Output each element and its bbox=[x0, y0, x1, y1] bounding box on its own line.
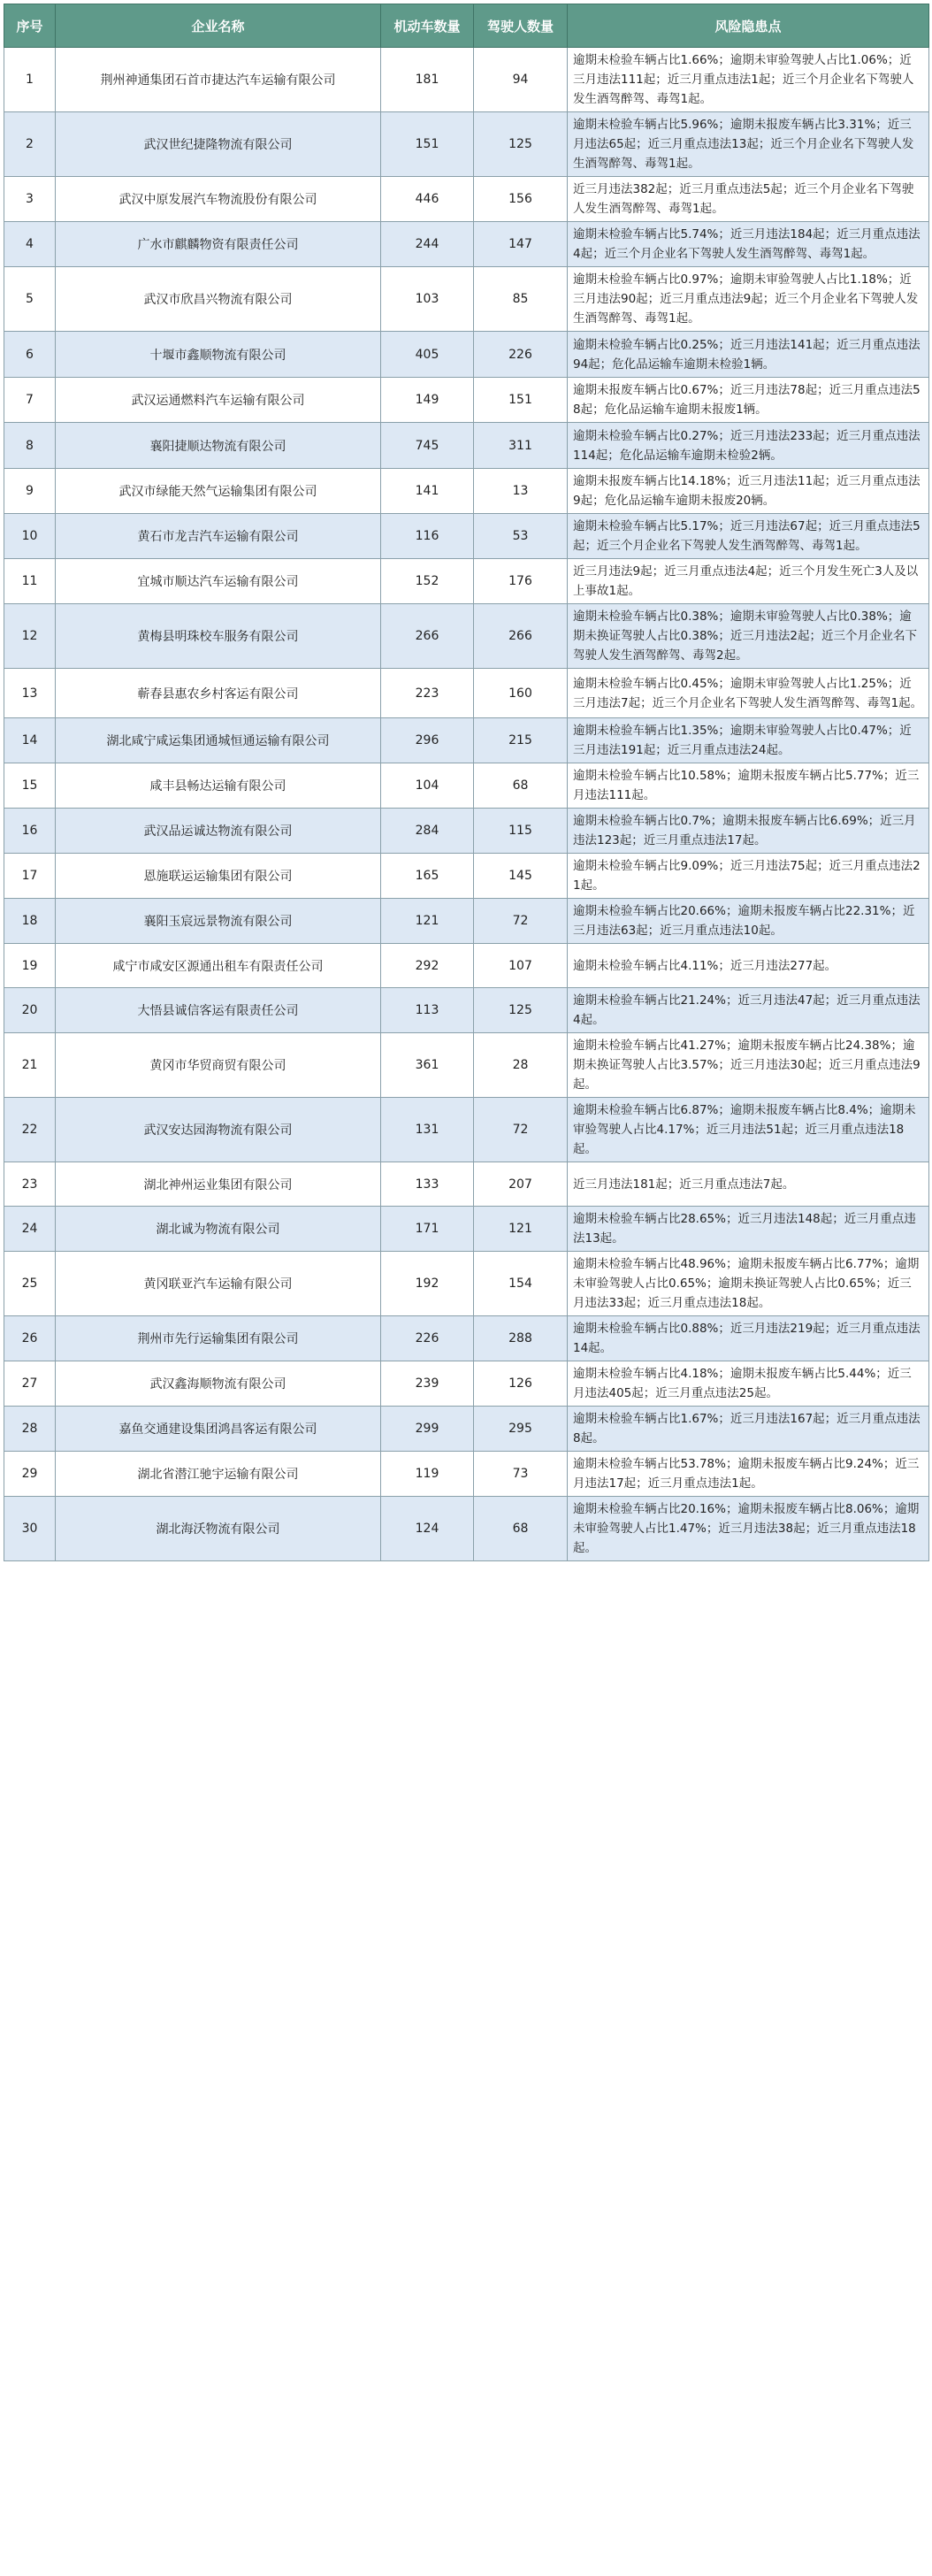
vehicle-count: 292 bbox=[381, 944, 474, 988]
vehicle-count: 104 bbox=[381, 763, 474, 809]
risk-description: 逾期未检验车辆占比9.09%；近三月违法75起；近三月重点违法21起。 bbox=[568, 854, 929, 899]
driver-count: 73 bbox=[474, 1452, 568, 1497]
risk-description: 逾期未报废车辆占比0.67%；近三月违法78起；近三月重点违法58起；危化品运输车逾期未报废1辆。 bbox=[568, 378, 929, 423]
row-index: 26 bbox=[4, 1316, 56, 1361]
risk-description: 逾期未检验车辆占比6.87%；逾期未报废车辆占比8.4%；逾期未审验驾驶人占比4.17%；近三月违法51起；近三月重点违法18起。 bbox=[568, 1098, 929, 1162]
table-row bbox=[4, 854, 929, 899]
vehicle-count: 141 bbox=[381, 469, 474, 514]
row-index: 15 bbox=[4, 763, 56, 809]
risk-description: 近三月违法9起；近三月重点违法4起；近三个月发生死亡3人及以上事故1起。 bbox=[568, 559, 929, 604]
table-row bbox=[4, 514, 929, 559]
table-row bbox=[4, 809, 929, 854]
row-index: 4 bbox=[4, 222, 56, 267]
company-name: 湖北咸宁咸运集团通城恒通运输有限公司 bbox=[56, 718, 381, 763]
company-name: 宜城市顺达汽车运输有限公司 bbox=[56, 559, 381, 604]
driver-count: 226 bbox=[474, 332, 568, 378]
risk-description: 逾期未检验车辆占比4.11%；近三月违法277起。 bbox=[568, 944, 929, 988]
row-index: 7 bbox=[4, 378, 56, 423]
company-name: 广水市麒麟物资有限责任公司 bbox=[56, 222, 381, 267]
row-index: 30 bbox=[4, 1497, 56, 1561]
company-name: 武汉鑫海顺物流有限公司 bbox=[56, 1361, 381, 1407]
vehicle-count: 131 bbox=[381, 1098, 474, 1162]
vehicle-count: 446 bbox=[381, 177, 474, 222]
risk-description: 逾期未检验车辆占比48.96%；逾期未报废车辆占比6.77%；逾期未审验驾驶人占比0.65%；逾期未换证驾驶人占比0.65%；近三月违法33起；近三月重点违法18起。 bbox=[568, 1252, 929, 1316]
risk-description: 逾期未检验车辆占比1.67%；近三月违法167起；近三月重点违法8起。 bbox=[568, 1407, 929, 1452]
table-row bbox=[4, 1252, 929, 1316]
vehicle-count: 266 bbox=[381, 604, 474, 669]
header-index: 序号 bbox=[4, 4, 56, 48]
row-index: 13 bbox=[4, 669, 56, 718]
driver-count: 156 bbox=[474, 177, 568, 222]
vehicle-count: 133 bbox=[381, 1162, 474, 1207]
vehicle-count: 152 bbox=[381, 559, 474, 604]
company-name: 恩施联运运输集团有限公司 bbox=[56, 854, 381, 899]
driver-count: 68 bbox=[474, 763, 568, 809]
driver-count: 68 bbox=[474, 1497, 568, 1561]
table-row bbox=[4, 48, 929, 112]
vehicle-count: 405 bbox=[381, 332, 474, 378]
risk-description: 逾期未检验车辆占比0.38%；逾期未审验驾驶人占比0.38%；逾期未换证驾驶人占比0.38%；近三月违法2起；近三个月企业名下驾驶人发生酒驾醉驾、毒驾2起。 bbox=[568, 604, 929, 669]
row-index: 29 bbox=[4, 1452, 56, 1497]
vehicle-count: 181 bbox=[381, 48, 474, 112]
company-name: 湖北诚为物流有限公司 bbox=[56, 1207, 381, 1252]
table-row bbox=[4, 423, 929, 469]
risk-description: 近三月违法382起；近三月重点违法5起；近三个月企业名下驾驶人发生酒驾醉驾、毒驾1起。 bbox=[568, 177, 929, 222]
risk-description: 逾期未检验车辆占比5.74%；近三月违法184起；近三月重点违法4起；近三个月企业名下驾驶人发生酒驾醉驾、毒驾1起。 bbox=[568, 222, 929, 267]
driver-count: 215 bbox=[474, 718, 568, 763]
table-row bbox=[4, 988, 929, 1033]
driver-count: 72 bbox=[474, 899, 568, 944]
table-row bbox=[4, 112, 929, 177]
driver-count: 72 bbox=[474, 1098, 568, 1162]
company-name: 黄冈市华贸商贸有限公司 bbox=[56, 1033, 381, 1098]
driver-count: 154 bbox=[474, 1252, 568, 1316]
company-name: 嘉鱼交通建设集团鸿昌客运有限公司 bbox=[56, 1407, 381, 1452]
company-name: 咸宁市咸安区源通出租车有限责任公司 bbox=[56, 944, 381, 988]
driver-count: 115 bbox=[474, 809, 568, 854]
header-driver-count: 驾驶人数量 bbox=[474, 4, 568, 48]
driver-count: 28 bbox=[474, 1033, 568, 1098]
table-row bbox=[4, 559, 929, 604]
header-vehicle-count: 机动车数量 bbox=[381, 4, 474, 48]
row-index: 12 bbox=[4, 604, 56, 669]
row-index: 16 bbox=[4, 809, 56, 854]
driver-count: 107 bbox=[474, 944, 568, 988]
vehicle-count: 171 bbox=[381, 1207, 474, 1252]
risk-description: 逾期未检验车辆占比0.27%；近三月违法233起；近三月重点违法114起；危化品运输车逾期未检验2辆。 bbox=[568, 423, 929, 469]
risk-description: 逾期未检验车辆占比1.35%；逾期未审验驾驶人占比0.47%；近三月违法191起；近三月重点违法24起。 bbox=[568, 718, 929, 763]
driver-count: 295 bbox=[474, 1407, 568, 1452]
table-row bbox=[4, 1407, 929, 1452]
header-company-name: 企业名称 bbox=[56, 4, 381, 48]
company-name: 武汉安达园海物流有限公司 bbox=[56, 1098, 381, 1162]
company-name: 武汉市欣昌兴物流有限公司 bbox=[56, 267, 381, 332]
row-index: 19 bbox=[4, 944, 56, 988]
company-name: 黄梅县明珠校车服务有限公司 bbox=[56, 604, 381, 669]
vehicle-count: 151 bbox=[381, 112, 474, 177]
risk-description: 逾期未检验车辆占比1.66%；逾期未审验驾驶人占比1.06%；近三月违法111起；近三月重点违法1起；近三个月企业名下驾驶人发生酒驾醉驾、毒驾1起。 bbox=[568, 48, 929, 112]
vehicle-count: 103 bbox=[381, 267, 474, 332]
company-name: 荆州神通集团石首市捷达汽车运输有限公司 bbox=[56, 48, 381, 112]
vehicle-count: 165 bbox=[381, 854, 474, 899]
row-index: 6 bbox=[4, 332, 56, 378]
table-row bbox=[4, 763, 929, 809]
company-name: 湖北神州运业集团有限公司 bbox=[56, 1162, 381, 1207]
company-name: 武汉市绿能天然气运输集团有限公司 bbox=[56, 469, 381, 514]
risk-description: 逾期未检验车辆占比21.24%；近三月违法47起；近三月重点违法4起。 bbox=[568, 988, 929, 1033]
company-name: 咸丰县畅达运输有限公司 bbox=[56, 763, 381, 809]
table-row bbox=[4, 718, 929, 763]
vehicle-count: 296 bbox=[381, 718, 474, 763]
risk-description: 逾期未检验车辆占比53.78%；逾期未报废车辆占比9.24%；近三月违法17起；近三月重点违法1起。 bbox=[568, 1452, 929, 1497]
risk-description: 逾期未检验车辆占比10.58%；逾期未报废车辆占比5.77%；近三月违法111起。 bbox=[568, 763, 929, 809]
table-row bbox=[4, 669, 929, 718]
table-row bbox=[4, 378, 929, 423]
table-row bbox=[4, 1098, 929, 1162]
table-row bbox=[4, 469, 929, 514]
driver-count: 121 bbox=[474, 1207, 568, 1252]
row-index: 22 bbox=[4, 1098, 56, 1162]
driver-count: 207 bbox=[474, 1162, 568, 1207]
row-index: 5 bbox=[4, 267, 56, 332]
table-body bbox=[4, 48, 929, 1561]
company-name: 蕲春县惠农乡村客运有限公司 bbox=[56, 669, 381, 718]
table-row bbox=[4, 944, 929, 988]
risk-description: 逾期未检验车辆占比4.18%；逾期未报废车辆占比5.44%；近三月违法405起；近三月重点违法25起。 bbox=[568, 1361, 929, 1407]
table-header-row bbox=[4, 4, 929, 48]
company-name: 武汉品运诚达物流有限公司 bbox=[56, 809, 381, 854]
row-index: 28 bbox=[4, 1407, 56, 1452]
row-index: 20 bbox=[4, 988, 56, 1033]
vehicle-count: 149 bbox=[381, 378, 474, 423]
table-row bbox=[4, 332, 929, 378]
driver-count: 126 bbox=[474, 1361, 568, 1407]
risk-description: 逾期未检验车辆占比5.17%；近三月违法67起；近三月重点违法5起；近三个月企业名下驾驶人发生酒驾醉驾、毒驾1起。 bbox=[568, 514, 929, 559]
row-index: 18 bbox=[4, 899, 56, 944]
company-name: 黄石市龙吉汽车运输有限公司 bbox=[56, 514, 381, 559]
row-index: 17 bbox=[4, 854, 56, 899]
driver-count: 176 bbox=[474, 559, 568, 604]
vehicle-count: 121 bbox=[381, 899, 474, 944]
company-name: 黄冈联亚汽车运输有限公司 bbox=[56, 1252, 381, 1316]
risk-description: 逾期未检验车辆占比0.45%；逾期未审验驾驶人占比1.25%；近三月违法7起；近三个月企业名下驾驶人发生酒驾醉驾、毒驾1起。 bbox=[568, 669, 929, 718]
risk-description: 逾期未检验车辆占比0.97%；逾期未审验驾驶人占比1.18%；近三月违法90起；近三月重点违法9起；近三个月企业名下驾驶人发生酒驾醉驾、毒驾1起。 bbox=[568, 267, 929, 332]
row-index: 1 bbox=[4, 48, 56, 112]
vehicle-count: 239 bbox=[381, 1361, 474, 1407]
driver-count: 13 bbox=[474, 469, 568, 514]
driver-count: 125 bbox=[474, 988, 568, 1033]
risk-description: 逾期未检验车辆占比20.16%；逾期未报废车辆占比8.06%；逾期未审验驾驶人占比1.47%；近三月违法38起；近三月重点违法18起。 bbox=[568, 1497, 929, 1561]
driver-count: 160 bbox=[474, 669, 568, 718]
vehicle-count: 113 bbox=[381, 988, 474, 1033]
row-index: 25 bbox=[4, 1252, 56, 1316]
row-index: 8 bbox=[4, 423, 56, 469]
driver-count: 53 bbox=[474, 514, 568, 559]
row-index: 10 bbox=[4, 514, 56, 559]
vehicle-count: 284 bbox=[381, 809, 474, 854]
driver-count: 94 bbox=[474, 48, 568, 112]
company-name: 荆州市先行运输集团有限公司 bbox=[56, 1316, 381, 1361]
company-name: 大悟县诚信客运有限责任公司 bbox=[56, 988, 381, 1033]
risk-description: 逾期未检验车辆占比0.25%；近三月违法141起；近三月重点违法94起；危化品运输车逾期未检验1辆。 bbox=[568, 332, 929, 378]
vehicle-count: 299 bbox=[381, 1407, 474, 1452]
company-name: 湖北海沃物流有限公司 bbox=[56, 1497, 381, 1561]
risk-description: 逾期未报废车辆占比14.18%；近三月违法11起；近三月重点违法9起；危化品运输车逾期未报废20辆。 bbox=[568, 469, 929, 514]
row-index: 21 bbox=[4, 1033, 56, 1098]
table-row bbox=[4, 267, 929, 332]
company-name: 襄阳捷顺达物流有限公司 bbox=[56, 423, 381, 469]
row-index: 14 bbox=[4, 718, 56, 763]
table-row bbox=[4, 1207, 929, 1252]
table-row bbox=[4, 222, 929, 267]
risk-description: 近三月违法181起；近三月重点违法7起。 bbox=[568, 1162, 929, 1207]
driver-count: 311 bbox=[474, 423, 568, 469]
table-row bbox=[4, 1033, 929, 1098]
company-name: 湖北省潜江驰宇运输有限公司 bbox=[56, 1452, 381, 1497]
vehicle-count: 116 bbox=[381, 514, 474, 559]
table-row bbox=[4, 1361, 929, 1407]
vehicle-count: 745 bbox=[381, 423, 474, 469]
company-name: 武汉运通燃料汽车运输有限公司 bbox=[56, 378, 381, 423]
vehicle-count: 244 bbox=[381, 222, 474, 267]
table-row bbox=[4, 1497, 929, 1561]
vehicle-count: 361 bbox=[381, 1033, 474, 1098]
row-index: 2 bbox=[4, 112, 56, 177]
vehicle-count: 192 bbox=[381, 1252, 474, 1316]
header-risk-points: 风险隐患点 bbox=[568, 4, 929, 48]
risk-description: 逾期未检验车辆占比28.65%；近三月违法148起；近三月重点违法13起。 bbox=[568, 1207, 929, 1252]
row-index: 11 bbox=[4, 559, 56, 604]
risk-enterprise-table bbox=[4, 4, 929, 1561]
table-row bbox=[4, 899, 929, 944]
row-index: 3 bbox=[4, 177, 56, 222]
row-index: 24 bbox=[4, 1207, 56, 1252]
row-index: 23 bbox=[4, 1162, 56, 1207]
vehicle-count: 119 bbox=[381, 1452, 474, 1497]
risk-description: 逾期未检验车辆占比5.96%；逾期未报废车辆占比3.31%；近三月违法65起；近三月重点违法13起；近三个月企业名下驾驶人发生酒驾醉驾、毒驾1起。 bbox=[568, 112, 929, 177]
driver-count: 125 bbox=[474, 112, 568, 177]
table-row bbox=[4, 1316, 929, 1361]
driver-count: 85 bbox=[474, 267, 568, 332]
risk-description: 逾期未检验车辆占比0.7%；逾期未报废车辆占比6.69%；近三月违法123起；近三月重点违法17起。 bbox=[568, 809, 929, 854]
driver-count: 145 bbox=[474, 854, 568, 899]
driver-count: 288 bbox=[474, 1316, 568, 1361]
risk-description: 逾期未检验车辆占比0.88%；近三月违法219起；近三月重点违法14起。 bbox=[568, 1316, 929, 1361]
risk-description: 逾期未检验车辆占比20.66%；逾期未报废车辆占比22.31%；近三月违法63起；近三月重点违法10起。 bbox=[568, 899, 929, 944]
company-name: 襄阳玉宸远景物流有限公司 bbox=[56, 899, 381, 944]
driver-count: 266 bbox=[474, 604, 568, 669]
row-index: 9 bbox=[4, 469, 56, 514]
company-name: 武汉中原发展汽车物流股份有限公司 bbox=[56, 177, 381, 222]
risk-description: 逾期未检验车辆占比41.27%；逾期未报废车辆占比24.38%；逾期未换证驾驶人占比3.57%；近三月违法30起；近三月重点违法9起。 bbox=[568, 1033, 929, 1098]
vehicle-count: 226 bbox=[381, 1316, 474, 1361]
vehicle-count: 124 bbox=[381, 1497, 474, 1561]
company-name: 武汉世纪捷隆物流有限公司 bbox=[56, 112, 381, 177]
company-name: 十堰市鑫顺物流有限公司 bbox=[56, 332, 381, 378]
table-row bbox=[4, 1452, 929, 1497]
table-row bbox=[4, 177, 929, 222]
table-row bbox=[4, 604, 929, 669]
table-row bbox=[4, 1162, 929, 1207]
driver-count: 147 bbox=[474, 222, 568, 267]
driver-count: 151 bbox=[474, 378, 568, 423]
vehicle-count: 223 bbox=[381, 669, 474, 718]
row-index: 27 bbox=[4, 1361, 56, 1407]
